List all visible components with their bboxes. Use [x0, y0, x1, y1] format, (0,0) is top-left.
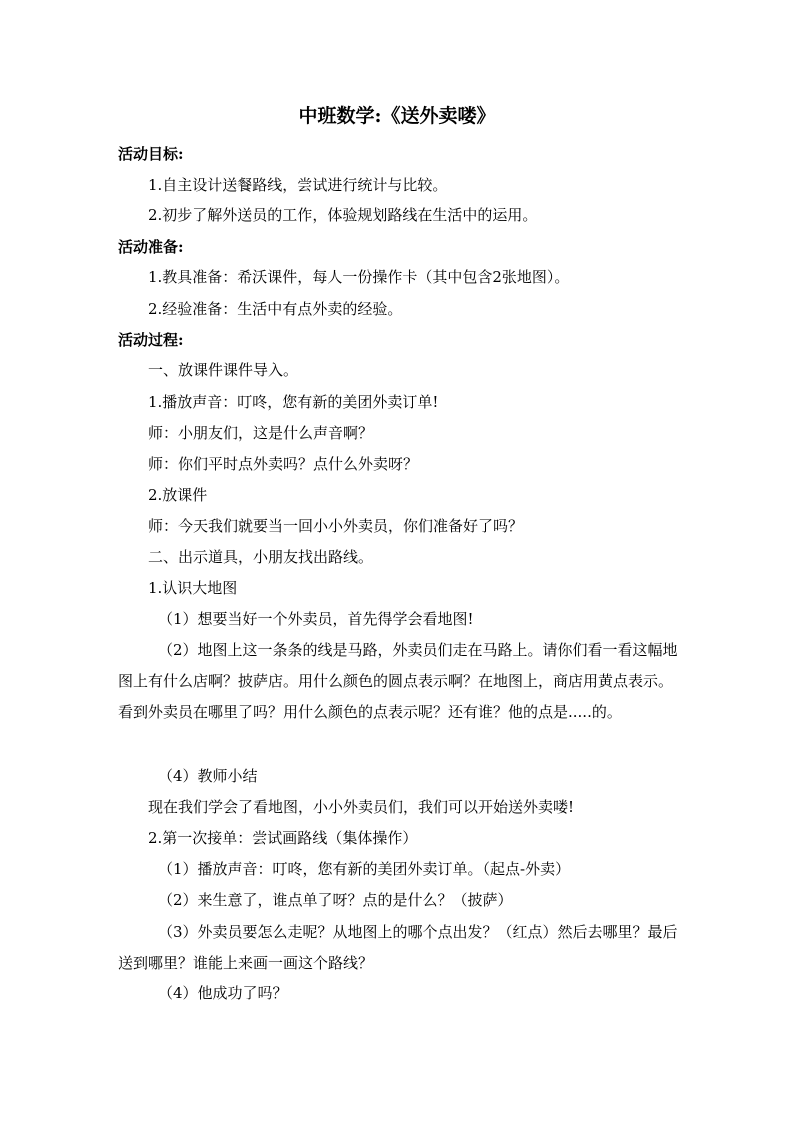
process-line: 1.播放声音：叮咚，您有新的美团外卖订单!	[148, 393, 439, 411]
process-paragraph: （2）地图上这一条条的线是马路，外卖员们走在马路上。请你们看一看这幅地图上有什么店啊？披萨店。用什么颜色的圆点表示啊？在地图上，商店用黄点表示。看到外卖员在哪里了吗？用什么颜色的点表示呢？还有谁？他的点是.....的。	[118, 641, 678, 721]
preparation-heading: 活动准备:	[118, 238, 184, 256]
process-line: （1）想要当好一个外卖员，首先得学会看地图!	[158, 610, 474, 628]
process-heading: 活动过程:	[118, 331, 184, 349]
process-line: （4）教师小结	[158, 767, 258, 785]
goal-item-1: 1.自主设计送餐路线，尝试进行统计与比较。	[148, 176, 448, 194]
process-line: （1）播放声音：叮咚，您有新的美团外卖订单。（起点-外卖）	[158, 860, 571, 878]
preparation-item-1: 1.教具准备：希沃课件，每人一份操作卡（其中包含2张地图）。	[148, 268, 570, 286]
process-line: 一、放课件课件导入。	[148, 361, 299, 379]
process-line: 2.第一次接单：尝试画路线（集体操作）	[148, 829, 418, 847]
process-paragraph: （3）外卖员要怎么走呢？从地图上的哪个点出发？（红点）然后去哪里？最后送到哪里？谁能上来画一画这个路线？	[118, 923, 678, 972]
process-line: （4）他成功了吗？	[158, 984, 288, 1002]
process-line: （2）来生意了，谁点单了呀？点的是什么？（披萨）	[158, 891, 513, 909]
goal-item-2: 2.初步了解外送员的工作，体验规划路线在生活中的运用。	[148, 206, 538, 224]
process-line: 师：小朋友们，这是什么声音啊？	[148, 424, 374, 442]
process-line: 2.放课件	[148, 486, 208, 504]
preparation-item-2: 2.经验准备：生活中有点外卖的经验。	[148, 300, 403, 318]
process-line: 现在我们学会了看地图，小小外卖员们，我们可以开始送外卖喽!	[148, 798, 575, 816]
goals-heading: 活动目标:	[118, 145, 184, 163]
page-title: 中班数学:《送外卖喽》	[298, 105, 496, 127]
process-line: 1.认识大地图	[148, 579, 238, 597]
process-line: 师：今天我们就要当一回小小外卖员，你们准备好了吗？	[148, 517, 524, 535]
process-line: 师：你们平时点外卖吗？点什么外卖呀？	[148, 455, 419, 473]
process-line: 二、出示道具，小朋友找出路线。	[148, 548, 374, 566]
